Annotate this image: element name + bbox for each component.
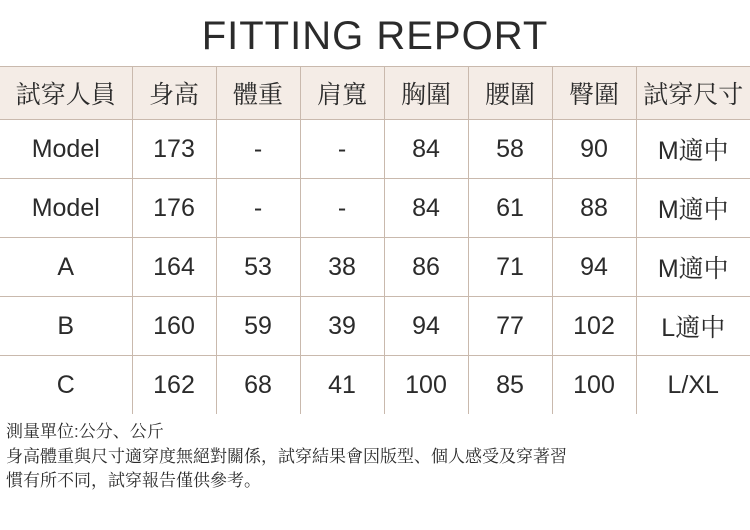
cell-weight: 59 — [216, 297, 300, 356]
cell-person: B — [0, 297, 132, 356]
cell-person: Model — [0, 120, 132, 179]
cell-waist: 71 — [468, 238, 552, 297]
table-row — [0, 356, 750, 415]
cell-weight: - — [216, 179, 300, 238]
cell-bust: 100 — [384, 356, 468, 415]
cell-hip: 94 — [552, 238, 636, 297]
column-header-height: 身高 — [132, 67, 216, 120]
cell-size: L/XL — [636, 356, 750, 415]
table-row — [0, 120, 750, 179]
cell-waist: 58 — [468, 120, 552, 179]
cell-person: C — [0, 356, 132, 415]
column-header-weight: 體重 — [216, 67, 300, 120]
cell-hip: 88 — [552, 179, 636, 238]
column-header-size: 試穿尺寸 — [636, 67, 750, 120]
cell-hip: 90 — [552, 120, 636, 179]
column-header-bust: 胸圍 — [384, 67, 468, 120]
cell-weight: - — [216, 120, 300, 179]
cell-shoulder: 39 — [300, 297, 384, 356]
cell-height: 162 — [132, 356, 216, 415]
cell-hip: 100 — [552, 356, 636, 415]
table-row — [0, 297, 750, 356]
footnotes — [0, 414, 750, 494]
cell-height: 176 — [132, 179, 216, 238]
cell-weight: 53 — [216, 238, 300, 297]
cell-bust: 86 — [384, 238, 468, 297]
cell-size: M適中 — [636, 120, 750, 179]
cell-shoulder: 41 — [300, 356, 384, 415]
cell-shoulder: 38 — [300, 238, 384, 297]
cell-waist: 77 — [468, 297, 552, 356]
cell-height: 173 — [132, 120, 216, 179]
cell-height: 160 — [132, 297, 216, 356]
column-header-hip: 臀圍 — [552, 67, 636, 120]
table-row — [0, 238, 750, 297]
column-header-shoulder: 肩寬 — [300, 67, 384, 120]
table-header-row — [0, 67, 750, 120]
cell-weight: 68 — [216, 356, 300, 415]
cell-hip: 102 — [552, 297, 636, 356]
cell-bust: 94 — [384, 297, 468, 356]
page-title: FITTING REPORT — [201, 14, 549, 58]
cell-person: A — [0, 238, 132, 297]
cell-bust: 84 — [384, 120, 468, 179]
cell-size: M適中 — [636, 179, 750, 238]
footnote-disclaimer-line1: 身高體重與尺寸適穿度無絕對關係，試穿結果會因版型、個人感受及穿著習 — [6, 446, 567, 466]
cell-height: 164 — [132, 238, 216, 297]
cell-size: L適中 — [636, 297, 750, 356]
footnote-disclaimer-line2: 慣有所不同，試穿報告僅供參考。 — [6, 471, 261, 491]
cell-shoulder: - — [300, 120, 384, 179]
cell-waist: 61 — [468, 179, 552, 238]
cell-waist: 85 — [468, 356, 552, 415]
cell-size: M適中 — [636, 238, 750, 297]
cell-bust: 84 — [384, 179, 468, 238]
fitting-report-table — [0, 66, 750, 414]
cell-person: Model — [0, 179, 132, 238]
footnote-units: 測量單位:公分、公斤 — [6, 422, 164, 441]
column-header-waist: 腰圍 — [468, 67, 552, 120]
column-header-person: 試穿人員 — [0, 67, 132, 120]
table-row — [0, 179, 750, 238]
cell-shoulder: - — [300, 179, 384, 238]
